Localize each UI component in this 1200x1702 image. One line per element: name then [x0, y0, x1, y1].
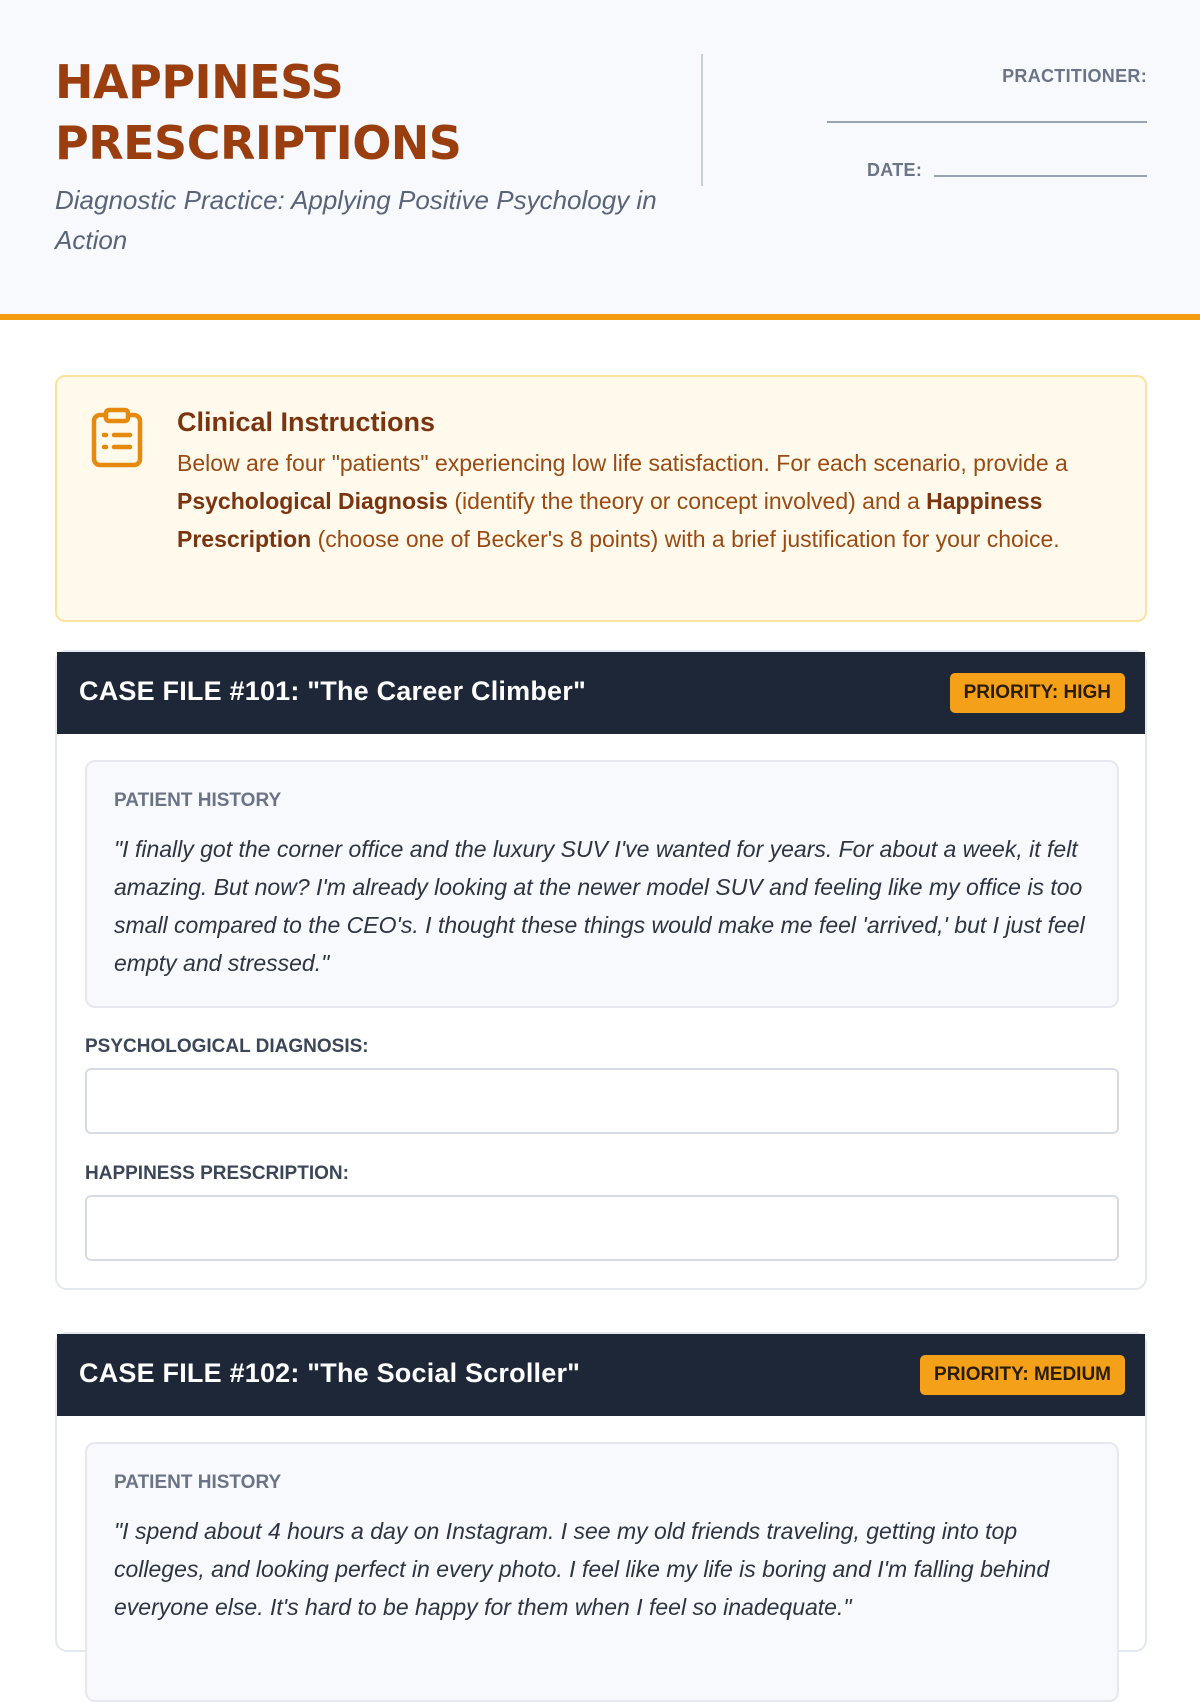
practitioner-field[interactable]: [827, 121, 1147, 123]
patient-history-text: "I finally got the corner office and the luxury SUV I've wanted for years. For about a week, it felt amazing. But now? I'm already looking at the newer model SUV and feeling like my office is too small compared to the CEO's. I thought these things would make me feel 'arrived,' but I just feel empty and stressed.": [114, 836, 1085, 976]
worksheet-title: [55, 52, 695, 174]
header-divider: [701, 54, 703, 186]
instructions-text-part-3: (choose one of Becker's 8 points) with a brief justification for your choice.: [311, 526, 1060, 552]
diagnosis-label: PSYCHOLOGICAL DIAGNOSIS:: [85, 1036, 369, 1057]
instructions-bold-prescription: Happiness Prescription: [177, 488, 1043, 552]
worksheet-header: [0, 0, 1200, 320]
worksheet-subtitle: Diagnostic Practice: Applying Positive Psychology in Action: [55, 185, 657, 255]
priority-badge: PRIORITY: MEDIUM: [920, 1355, 1125, 1395]
date-field[interactable]: [934, 175, 1147, 177]
instructions-heading: Clinical Instructions: [177, 407, 436, 437]
date-label: DATE:: [867, 160, 923, 180]
patient-history-text: "I spend about 4 hours a day on Instagram. I see my old friends traveling, getting into top colleges, and looking perfect in every photo. I feel like my life is boring and I'm falling behind everyone else. It's hard to be happy for them when I feel so inadequate.": [114, 1518, 1050, 1620]
instructions-text-part-1: Below are four "patients" experiencing low life satisfaction. For each scenario, provide a: [177, 450, 1068, 476]
title-line-1: HAPPINESS: [55, 55, 344, 109]
instructions-text-part-2: (identify the theory or concept involved) and a: [447, 488, 927, 514]
case-title: CASE FILE #101: "The Career Climber": [79, 676, 586, 706]
patient-history-label: PATIENT HISTORY: [114, 1472, 282, 1493]
instructions-text: [177, 444, 1097, 558]
instructions-box: [55, 375, 1147, 622]
title-line-2: PRESCRIPTIONS: [55, 116, 462, 170]
priority-badge: PRIORITY: HIGH: [950, 673, 1125, 713]
case-title: CASE FILE #102: "The Social Scroller": [79, 1358, 581, 1388]
case-header: [57, 1334, 1145, 1416]
case-card-101: [55, 650, 1147, 1290]
patient-history-box: [85, 760, 1119, 1008]
practitioner-label: PRACTITIONER:: [1002, 66, 1147, 86]
instructions-bold-diagnosis: Psychological Diagnosis: [177, 488, 448, 514]
diagnosis-input[interactable]: [85, 1068, 1119, 1134]
case-header: [57, 652, 1145, 734]
prescription-label: HAPPINESS PRESCRIPTION:: [85, 1163, 349, 1184]
patient-history-box: [85, 1442, 1119, 1702]
clipboard-icon: [90, 407, 144, 469]
prescription-input[interactable]: [85, 1195, 1119, 1261]
case-card-102: [55, 1332, 1147, 1652]
patient-history-label: PATIENT HISTORY: [114, 790, 282, 811]
